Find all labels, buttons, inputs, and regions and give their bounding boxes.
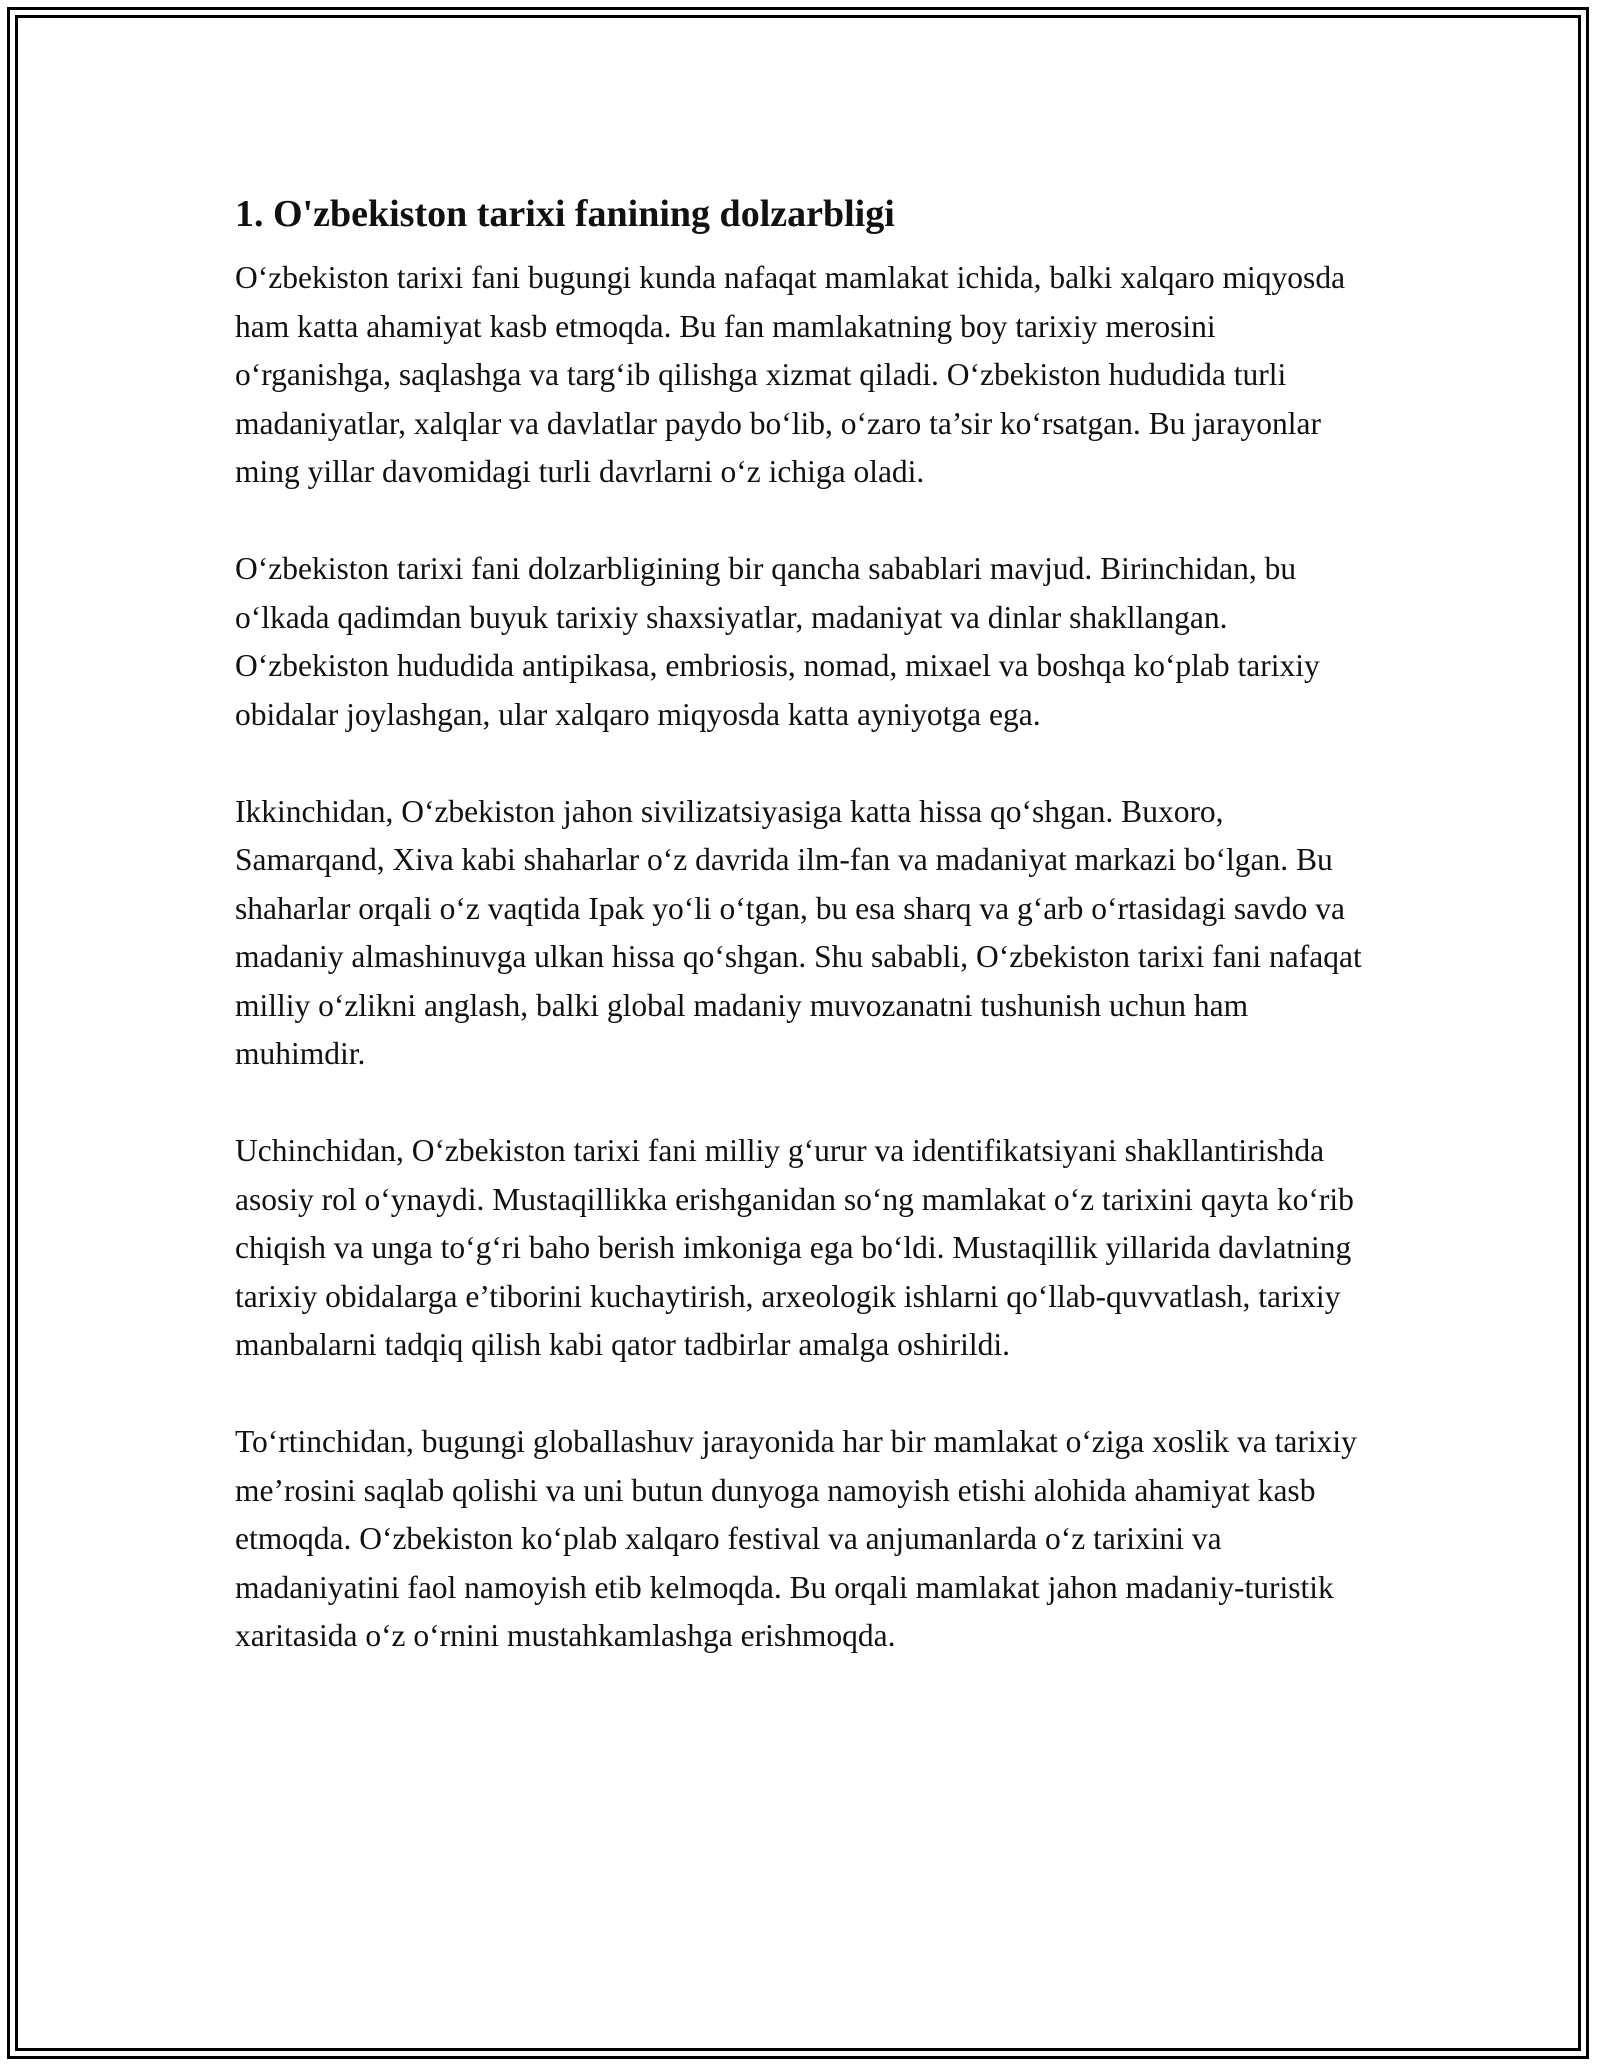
paragraph-fourth-reason: To‘rtinchidan, bugungi globallashuv jarayonida har bir mamlakat o‘ziga xoslik va tarixiy me’rosini saqlab qolishi va uni butun dunyoga namoyish etishi alohida ahamiyat kasb etmoqda. O‘zbekiston ko‘plab xalqaro festival va anjumanlarda o‘z tarixini va madaniyatini faol namoyish etib kelmoqda. Bu orqali mamlakat jahon madaniy-turistik xaritasida o‘z o‘rnini mustahkamlashga erishmoqda. — [235, 1424, 1357, 1653]
section-heading: 1. O'zbekiston tarixi fanining dolzarbligi — [235, 193, 895, 235]
document-body — [235, 186, 1370, 1709]
paragraph-third-reason: Uchinchidan, O‘zbekiston tarixi fani milliy g‘urur va identifikatsiyani shakllantirishda asosiy rol o‘ynaydi. Mustaqillikka erishganidan so‘ng mamlakat o‘z tarixini qayta ko‘rib chiqish va unga to‘g‘ri baho berish imkoniga ega bo‘ldi. Mustaqillik yillarida davlatning tarixiy obidalarga e’tiborini kuchaytirish, arxeologik ishlarni qo‘llab-quvvatlash, tarixiy manbalarni tadqiq qilish kabi qator tadbirlar amalga oshirildi. — [235, 1133, 1354, 1362]
paragraph-second-reason: Ikkinchidan, O‘zbekiston jahon sivilizatsiyasiga katta hissa qo‘shgan. Buxoro, Samarqand, Xiva kabi shaharlar o‘z davrida ilm-fan va madaniyat markazi bo‘lgan. Bu shaharlar orqali o‘z vaqtida Ipak yo‘li o‘tgan, bu esa sharq va g‘arb o‘rtasidagi savdo va madaniy almashinuvga ulkan hissa qo‘shgan. Shu sababli, O‘zbekiston tarixi fani nafaqat milliy o‘zlikni anglash, balki global madaniy muvozanatni tushunish uchun ham muhimdir. — [235, 793, 1362, 1071]
paragraph-intro: O‘zbekiston tarixi fani bugungi kunda nafaqat mamlakat ichida, balki xalqaro miqyosda ham katta ahamiyat kasb etmoqda. Bu fan mamlakatning boy tarixiy merosini o‘rganishga, saqlashga va targ‘ib qilishga xizmat qiladi. O‘zbekiston hududida turli madaniyatlar, xalqlar va davlatlar paydo bo‘lib, o‘zaro ta’sir ko‘rsatgan. Bu jarayonlar ming yillar davomidagi turli davrlarni o‘z ichiga oladi. — [235, 260, 1346, 489]
paragraph-first-reason: O‘zbekiston tarixi fani dolzarbligining bir qancha sabablari mavjud. Birinchidan, bu o‘lkada qadimdan buyuk tarixiy shaxsiyatlar, madaniyat va dinlar shakllangan. O‘zbekiston hududida antipikasa, embriosis, nomad, mixael va boshqa ko‘plab tarixiy obidalar joylashgan, ular xalqaro miqyosda katta ayniyotga ega. — [235, 551, 1320, 732]
